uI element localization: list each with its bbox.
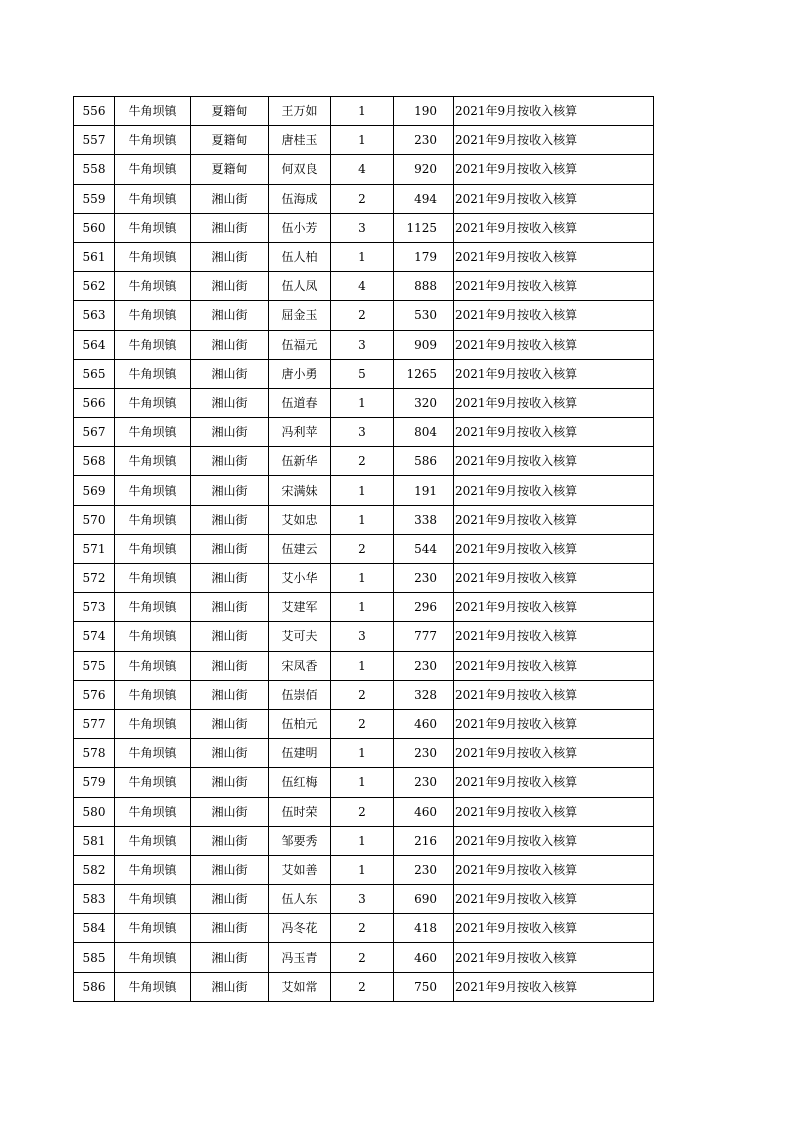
amount-cell: 216 bbox=[394, 826, 454, 855]
village-cell: 湘山街 bbox=[191, 564, 269, 593]
name-cell: 伍道春 bbox=[269, 388, 331, 417]
name-cell: 艾建军 bbox=[269, 593, 331, 622]
name-cell: 伍建明 bbox=[269, 739, 331, 768]
village-cell: 湘山街 bbox=[191, 593, 269, 622]
table-row bbox=[74, 797, 654, 826]
village-cell: 湘山街 bbox=[191, 680, 269, 709]
town-cell: 牛角坝镇 bbox=[115, 651, 191, 680]
village-cell: 湘山街 bbox=[191, 184, 269, 213]
amount-cell: 920 bbox=[394, 155, 454, 184]
name-cell: 伍柏元 bbox=[269, 709, 331, 738]
household-count-cell: 2 bbox=[331, 914, 394, 943]
town-cell: 牛角坝镇 bbox=[115, 826, 191, 855]
household-count-cell: 3 bbox=[331, 622, 394, 651]
village-cell: 夏籍甸 bbox=[191, 97, 269, 126]
name-cell: 王万如 bbox=[269, 97, 331, 126]
amount-cell: 328 bbox=[394, 680, 454, 709]
household-count-cell: 1 bbox=[331, 768, 394, 797]
table-row bbox=[74, 593, 654, 622]
note-cell: 2021年9月按收入核算 bbox=[454, 534, 654, 563]
note-cell: 2021年9月按收入核算 bbox=[454, 359, 654, 388]
data-table bbox=[73, 96, 654, 1002]
name-cell: 伍时荣 bbox=[269, 797, 331, 826]
town-cell: 牛角坝镇 bbox=[115, 242, 191, 271]
village-cell: 湘山街 bbox=[191, 651, 269, 680]
seq-cell: 576 bbox=[74, 680, 115, 709]
household-count-cell: 1 bbox=[331, 388, 394, 417]
town-cell: 牛角坝镇 bbox=[115, 914, 191, 943]
note-cell: 2021年9月按收入核算 bbox=[454, 768, 654, 797]
table-row bbox=[74, 768, 654, 797]
village-cell: 湘山街 bbox=[191, 534, 269, 563]
seq-cell: 574 bbox=[74, 622, 115, 651]
household-count-cell: 1 bbox=[331, 826, 394, 855]
note-cell: 2021年9月按收入核算 bbox=[454, 680, 654, 709]
amount-cell: 190 bbox=[394, 97, 454, 126]
table-row bbox=[74, 622, 654, 651]
town-cell: 牛角坝镇 bbox=[115, 330, 191, 359]
village-cell: 湘山街 bbox=[191, 797, 269, 826]
name-cell: 伍红梅 bbox=[269, 768, 331, 797]
village-cell: 夏籍甸 bbox=[191, 155, 269, 184]
village-cell: 湘山街 bbox=[191, 943, 269, 972]
seq-cell: 558 bbox=[74, 155, 115, 184]
name-cell: 伍海成 bbox=[269, 184, 331, 213]
note-cell: 2021年9月按收入核算 bbox=[454, 564, 654, 593]
seq-cell: 582 bbox=[74, 855, 115, 884]
town-cell: 牛角坝镇 bbox=[115, 797, 191, 826]
household-count-cell: 1 bbox=[331, 855, 394, 884]
seq-cell: 567 bbox=[74, 418, 115, 447]
note-cell: 2021年9月按收入核算 bbox=[454, 709, 654, 738]
table-row bbox=[74, 242, 654, 271]
town-cell: 牛角坝镇 bbox=[115, 709, 191, 738]
note-cell: 2021年9月按收入核算 bbox=[454, 184, 654, 213]
town-cell: 牛角坝镇 bbox=[115, 768, 191, 797]
seq-cell: 581 bbox=[74, 826, 115, 855]
note-cell: 2021年9月按收入核算 bbox=[454, 651, 654, 680]
household-count-cell: 2 bbox=[331, 972, 394, 1001]
amount-cell: 530 bbox=[394, 301, 454, 330]
table-row bbox=[74, 885, 654, 914]
table-row bbox=[74, 301, 654, 330]
note-cell: 2021年9月按收入核算 bbox=[454, 622, 654, 651]
amount-cell: 888 bbox=[394, 272, 454, 301]
household-count-cell: 2 bbox=[331, 447, 394, 476]
note-cell: 2021年9月按收入核算 bbox=[454, 272, 654, 301]
note-cell: 2021年9月按收入核算 bbox=[454, 943, 654, 972]
seq-cell: 586 bbox=[74, 972, 115, 1001]
table-row bbox=[74, 651, 654, 680]
seq-cell: 561 bbox=[74, 242, 115, 271]
household-count-cell: 5 bbox=[331, 359, 394, 388]
amount-cell: 230 bbox=[394, 126, 454, 155]
name-cell: 何双良 bbox=[269, 155, 331, 184]
name-cell: 伍新华 bbox=[269, 447, 331, 476]
table-row bbox=[74, 534, 654, 563]
table-row bbox=[74, 213, 654, 242]
table-row bbox=[74, 126, 654, 155]
town-cell: 牛角坝镇 bbox=[115, 272, 191, 301]
village-cell: 湘山街 bbox=[191, 972, 269, 1001]
name-cell: 伍人柏 bbox=[269, 242, 331, 271]
table-row bbox=[74, 184, 654, 213]
note-cell: 2021年9月按收入核算 bbox=[454, 388, 654, 417]
town-cell: 牛角坝镇 bbox=[115, 359, 191, 388]
town-cell: 牛角坝镇 bbox=[115, 680, 191, 709]
village-cell: 湘山街 bbox=[191, 914, 269, 943]
name-cell: 伍福元 bbox=[269, 330, 331, 359]
household-count-cell: 3 bbox=[331, 330, 394, 359]
note-cell: 2021年9月按收入核算 bbox=[454, 972, 654, 1001]
name-cell: 屈金玉 bbox=[269, 301, 331, 330]
village-cell: 湘山街 bbox=[191, 768, 269, 797]
amount-cell: 230 bbox=[394, 768, 454, 797]
household-count-cell: 2 bbox=[331, 184, 394, 213]
note-cell: 2021年9月按收入核算 bbox=[454, 301, 654, 330]
town-cell: 牛角坝镇 bbox=[115, 593, 191, 622]
village-cell: 湘山街 bbox=[191, 447, 269, 476]
amount-cell: 230 bbox=[394, 564, 454, 593]
household-count-cell: 1 bbox=[331, 505, 394, 534]
household-count-cell: 1 bbox=[331, 593, 394, 622]
household-count-cell: 3 bbox=[331, 885, 394, 914]
seq-cell: 560 bbox=[74, 213, 115, 242]
table-row bbox=[74, 388, 654, 417]
seq-cell: 569 bbox=[74, 476, 115, 505]
name-cell: 冯冬花 bbox=[269, 914, 331, 943]
seq-cell: 579 bbox=[74, 768, 115, 797]
name-cell: 伍小芳 bbox=[269, 213, 331, 242]
amount-cell: 690 bbox=[394, 885, 454, 914]
table-row bbox=[74, 855, 654, 884]
seq-cell: 572 bbox=[74, 564, 115, 593]
amount-cell: 460 bbox=[394, 943, 454, 972]
note-cell: 2021年9月按收入核算 bbox=[454, 593, 654, 622]
amount-cell: 494 bbox=[394, 184, 454, 213]
table-row bbox=[74, 709, 654, 738]
seq-cell: 578 bbox=[74, 739, 115, 768]
table-row bbox=[74, 564, 654, 593]
household-count-cell: 1 bbox=[331, 97, 394, 126]
village-cell: 湘山街 bbox=[191, 709, 269, 738]
household-count-cell: 2 bbox=[331, 709, 394, 738]
table-row bbox=[74, 359, 654, 388]
note-cell: 2021年9月按收入核算 bbox=[454, 97, 654, 126]
town-cell: 牛角坝镇 bbox=[115, 505, 191, 534]
village-cell: 湘山街 bbox=[191, 388, 269, 417]
table-row bbox=[74, 826, 654, 855]
note-cell: 2021年9月按收入核算 bbox=[454, 885, 654, 914]
name-cell: 伍崇佰 bbox=[269, 680, 331, 709]
town-cell: 牛角坝镇 bbox=[115, 213, 191, 242]
town-cell: 牛角坝镇 bbox=[115, 739, 191, 768]
seq-cell: 568 bbox=[74, 447, 115, 476]
village-cell: 湘山街 bbox=[191, 213, 269, 242]
seq-cell: 573 bbox=[74, 593, 115, 622]
note-cell: 2021年9月按收入核算 bbox=[454, 826, 654, 855]
note-cell: 2021年9月按收入核算 bbox=[454, 447, 654, 476]
town-cell: 牛角坝镇 bbox=[115, 447, 191, 476]
seq-cell: 583 bbox=[74, 885, 115, 914]
note-cell: 2021年9月按收入核算 bbox=[454, 155, 654, 184]
town-cell: 牛角坝镇 bbox=[115, 184, 191, 213]
amount-cell: 750 bbox=[394, 972, 454, 1001]
amount-cell: 544 bbox=[394, 534, 454, 563]
village-cell: 湘山街 bbox=[191, 622, 269, 651]
name-cell: 冯玉青 bbox=[269, 943, 331, 972]
household-count-cell: 4 bbox=[331, 155, 394, 184]
town-cell: 牛角坝镇 bbox=[115, 97, 191, 126]
amount-cell: 460 bbox=[394, 797, 454, 826]
name-cell: 唐桂玉 bbox=[269, 126, 331, 155]
table-row bbox=[74, 272, 654, 301]
household-count-cell: 1 bbox=[331, 476, 394, 505]
household-count-cell: 4 bbox=[331, 272, 394, 301]
household-count-cell: 2 bbox=[331, 534, 394, 563]
seq-cell: 577 bbox=[74, 709, 115, 738]
table-row bbox=[74, 97, 654, 126]
seq-cell: 584 bbox=[74, 914, 115, 943]
table-row bbox=[74, 476, 654, 505]
name-cell: 冯利苹 bbox=[269, 418, 331, 447]
amount-cell: 586 bbox=[394, 447, 454, 476]
amount-cell: 338 bbox=[394, 505, 454, 534]
note-cell: 2021年9月按收入核算 bbox=[454, 914, 654, 943]
table-row bbox=[74, 972, 654, 1001]
table-row bbox=[74, 739, 654, 768]
household-count-cell: 2 bbox=[331, 301, 394, 330]
village-cell: 夏籍甸 bbox=[191, 126, 269, 155]
table-row bbox=[74, 680, 654, 709]
table-row bbox=[74, 155, 654, 184]
note-cell: 2021年9月按收入核算 bbox=[454, 855, 654, 884]
seq-cell: 565 bbox=[74, 359, 115, 388]
name-cell: 艾小华 bbox=[269, 564, 331, 593]
household-count-cell: 2 bbox=[331, 943, 394, 972]
amount-cell: 179 bbox=[394, 242, 454, 271]
seq-cell: 564 bbox=[74, 330, 115, 359]
seq-cell: 570 bbox=[74, 505, 115, 534]
amount-cell: 230 bbox=[394, 739, 454, 768]
seq-cell: 562 bbox=[74, 272, 115, 301]
town-cell: 牛角坝镇 bbox=[115, 622, 191, 651]
table-row bbox=[74, 943, 654, 972]
table-row bbox=[74, 447, 654, 476]
name-cell: 艾如常 bbox=[269, 972, 331, 1001]
amount-cell: 909 bbox=[394, 330, 454, 359]
household-count-cell: 2 bbox=[331, 797, 394, 826]
amount-cell: 418 bbox=[394, 914, 454, 943]
table-row bbox=[74, 330, 654, 359]
table-row bbox=[74, 505, 654, 534]
town-cell: 牛角坝镇 bbox=[115, 564, 191, 593]
village-cell: 湘山街 bbox=[191, 301, 269, 330]
town-cell: 牛角坝镇 bbox=[115, 855, 191, 884]
town-cell: 牛角坝镇 bbox=[115, 155, 191, 184]
name-cell: 伍人凤 bbox=[269, 272, 331, 301]
village-cell: 湘山街 bbox=[191, 739, 269, 768]
village-cell: 湘山街 bbox=[191, 418, 269, 447]
table-row bbox=[74, 914, 654, 943]
amount-cell: 230 bbox=[394, 651, 454, 680]
note-cell: 2021年9月按收入核算 bbox=[454, 242, 654, 271]
household-count-cell: 3 bbox=[331, 418, 394, 447]
seq-cell: 575 bbox=[74, 651, 115, 680]
town-cell: 牛角坝镇 bbox=[115, 126, 191, 155]
note-cell: 2021年9月按收入核算 bbox=[454, 213, 654, 242]
town-cell: 牛角坝镇 bbox=[115, 301, 191, 330]
town-cell: 牛角坝镇 bbox=[115, 534, 191, 563]
name-cell: 艾可夫 bbox=[269, 622, 331, 651]
amount-cell: 230 bbox=[394, 855, 454, 884]
town-cell: 牛角坝镇 bbox=[115, 476, 191, 505]
household-count-cell: 2 bbox=[331, 680, 394, 709]
note-cell: 2021年9月按收入核算 bbox=[454, 739, 654, 768]
note-cell: 2021年9月按收入核算 bbox=[454, 797, 654, 826]
note-cell: 2021年9月按收入核算 bbox=[454, 330, 654, 359]
town-cell: 牛角坝镇 bbox=[115, 943, 191, 972]
amount-cell: 320 bbox=[394, 388, 454, 417]
amount-cell: 1125 bbox=[394, 213, 454, 242]
household-count-cell: 1 bbox=[331, 242, 394, 271]
seq-cell: 580 bbox=[74, 797, 115, 826]
village-cell: 湘山街 bbox=[191, 242, 269, 271]
seq-cell: 563 bbox=[74, 301, 115, 330]
village-cell: 湘山街 bbox=[191, 885, 269, 914]
amount-cell: 296 bbox=[394, 593, 454, 622]
village-cell: 湘山街 bbox=[191, 505, 269, 534]
village-cell: 湘山街 bbox=[191, 855, 269, 884]
seq-cell: 557 bbox=[74, 126, 115, 155]
name-cell: 邹要秀 bbox=[269, 826, 331, 855]
name-cell: 伍建云 bbox=[269, 534, 331, 563]
name-cell: 宋满妹 bbox=[269, 476, 331, 505]
village-cell: 湘山街 bbox=[191, 330, 269, 359]
name-cell: 唐小勇 bbox=[269, 359, 331, 388]
seq-cell: 559 bbox=[74, 184, 115, 213]
seq-cell: 556 bbox=[74, 97, 115, 126]
amount-cell: 777 bbox=[394, 622, 454, 651]
seq-cell: 585 bbox=[74, 943, 115, 972]
table-row bbox=[74, 418, 654, 447]
name-cell: 宋凤香 bbox=[269, 651, 331, 680]
note-cell: 2021年9月按收入核算 bbox=[454, 505, 654, 534]
seq-cell: 571 bbox=[74, 534, 115, 563]
amount-cell: 804 bbox=[394, 418, 454, 447]
village-cell: 湘山街 bbox=[191, 476, 269, 505]
note-cell: 2021年9月按收入核算 bbox=[454, 418, 654, 447]
town-cell: 牛角坝镇 bbox=[115, 418, 191, 447]
household-count-cell: 1 bbox=[331, 564, 394, 593]
amount-cell: 1265 bbox=[394, 359, 454, 388]
seq-cell: 566 bbox=[74, 388, 115, 417]
town-cell: 牛角坝镇 bbox=[115, 972, 191, 1001]
name-cell: 伍人东 bbox=[269, 885, 331, 914]
household-count-cell: 1 bbox=[331, 739, 394, 768]
village-cell: 湘山街 bbox=[191, 359, 269, 388]
amount-cell: 191 bbox=[394, 476, 454, 505]
household-count-cell: 3 bbox=[331, 213, 394, 242]
household-count-cell: 1 bbox=[331, 126, 394, 155]
village-cell: 湘山街 bbox=[191, 826, 269, 855]
table-body bbox=[74, 97, 654, 1002]
town-cell: 牛角坝镇 bbox=[115, 885, 191, 914]
village-cell: 湘山街 bbox=[191, 272, 269, 301]
town-cell: 牛角坝镇 bbox=[115, 388, 191, 417]
amount-cell: 460 bbox=[394, 709, 454, 738]
household-count-cell: 1 bbox=[331, 651, 394, 680]
note-cell: 2021年9月按收入核算 bbox=[454, 126, 654, 155]
note-cell: 2021年9月按收入核算 bbox=[454, 476, 654, 505]
name-cell: 艾如善 bbox=[269, 855, 331, 884]
name-cell: 艾如忠 bbox=[269, 505, 331, 534]
